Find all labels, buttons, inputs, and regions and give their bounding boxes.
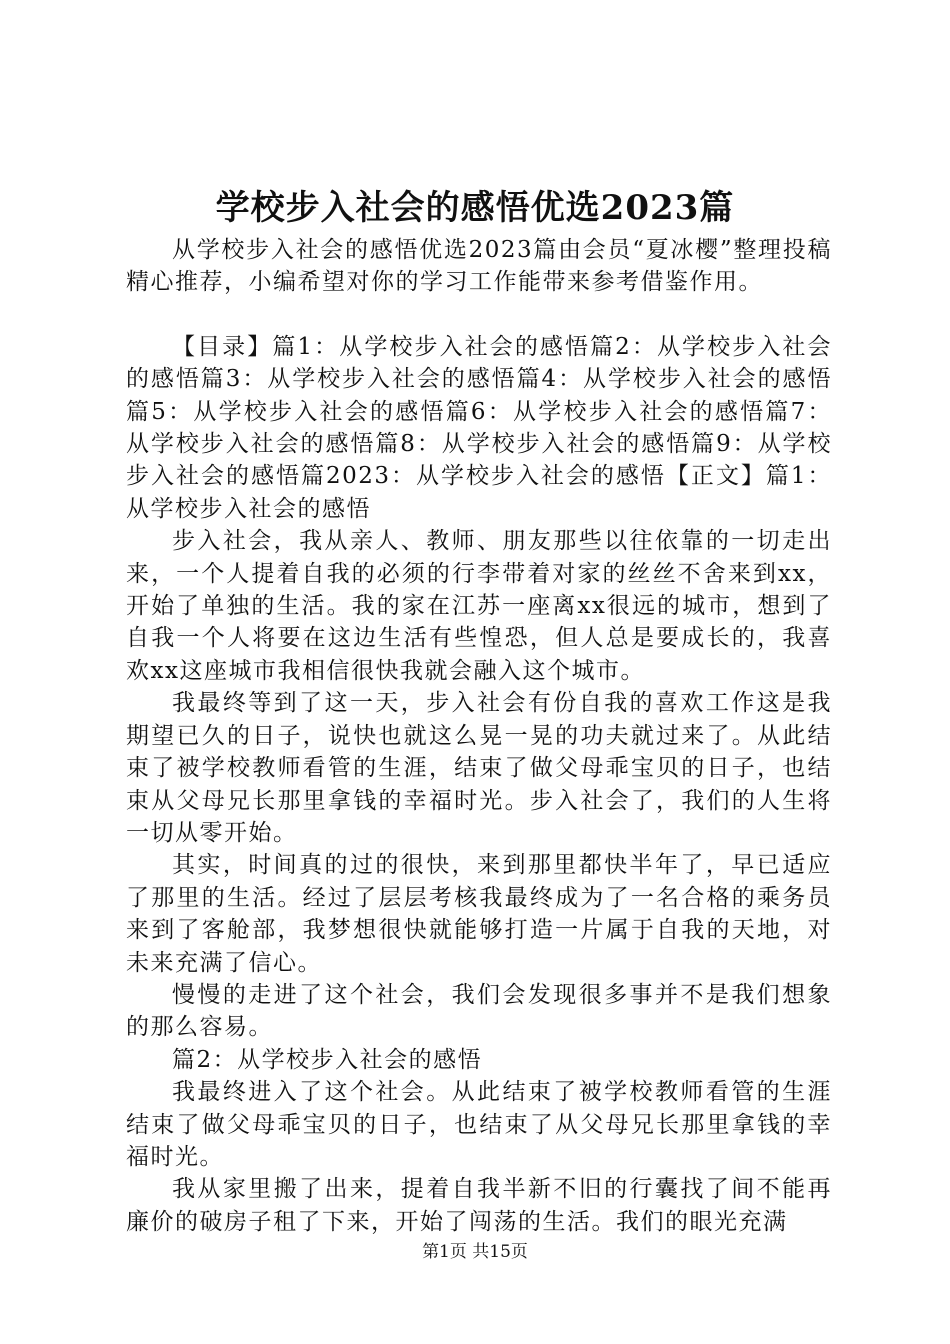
body-paragraph: 我从家里搬了出来，提着自我半新不旧的行囊找了间不能再廉价的破房子租了下来，开始了闯荡的生活。我们的眼光充满 xyxy=(126,1176,832,1235)
document-title: 学校步入社会的感悟优选2023篇 xyxy=(215,188,735,228)
toc-paragraph: 【目录】篇1：从学校步入社会的感悟篇2：从学校步入社会的感悟篇3：从学校步入社会的感悟篇4：从学校步入社会的感悟篇5：从学校步入社会的感悟篇6：从学校步入社会的感悟篇7：从学校步入社会的感悟篇8：从学校步入社会的感悟篇9：从学校步入社会的感悟篇2023：从学校步入社会的感悟【正文】篇1：从学校步入社会的感悟 xyxy=(126,333,832,522)
page-number-footer: 第1页 共15页 xyxy=(422,1242,528,1262)
body-paragraph: 我最终等到了这一天，步入社会有份自我的喜欢工作这是我期望已久的日子，说快也就这么晃一晃的功夫就过来了。从此结束了被学校教师看管的生涯，结束了做父母乖宝贝的日子，也结束从父母兄长那里拿钱的幸福时光。步入社会了，我们的人生将一切从零开始。 xyxy=(126,690,832,846)
intro-paragraph: 从学校步入社会的感悟优选2023篇由会员“夏冰樱”整理投稿精心推荐，小编希望对你的学习工作能带来参考借鉴作用。 xyxy=(126,237,832,296)
body-paragraph: 慢慢的走进了这个社会，我们会发现很多事并不是我们想象的那么容易。 xyxy=(126,981,832,1041)
body-paragraph: 步入社会，我从亲人、教师、朋友那些以往依靠的一切走出来，一个人提着自我的必须的行李带着对家的丝丝不舍来到xx，开始了单独的生活。我的家在江苏一座离xx很远的城市，想到了自我一个人将要在这边生活有些惶恐，但人总是要成长的，我喜欢xx这座城市我相信很快我就会融入这个城市。 xyxy=(126,528,832,684)
body-paragraph: 其实，时间真的过的很快，来到那里都快半年了，早已适应了那里的生活。经过了层层考核我最终成为了一名合格的乘务员来到了客舱部，我梦想很快就能够打造一片属于自我的天地，对未来充满了信心。 xyxy=(126,852,832,976)
body-paragraph: 我最终进入了这个社会。从此结束了被学校教师看管的生涯结束了做父母乖宝贝的日子，也结束了从父母兄长那里拿钱的幸福时光。 xyxy=(126,1079,832,1170)
document-body xyxy=(126,234,832,1238)
section-heading: 篇2：从学校步入社会的感悟 xyxy=(172,1046,483,1073)
